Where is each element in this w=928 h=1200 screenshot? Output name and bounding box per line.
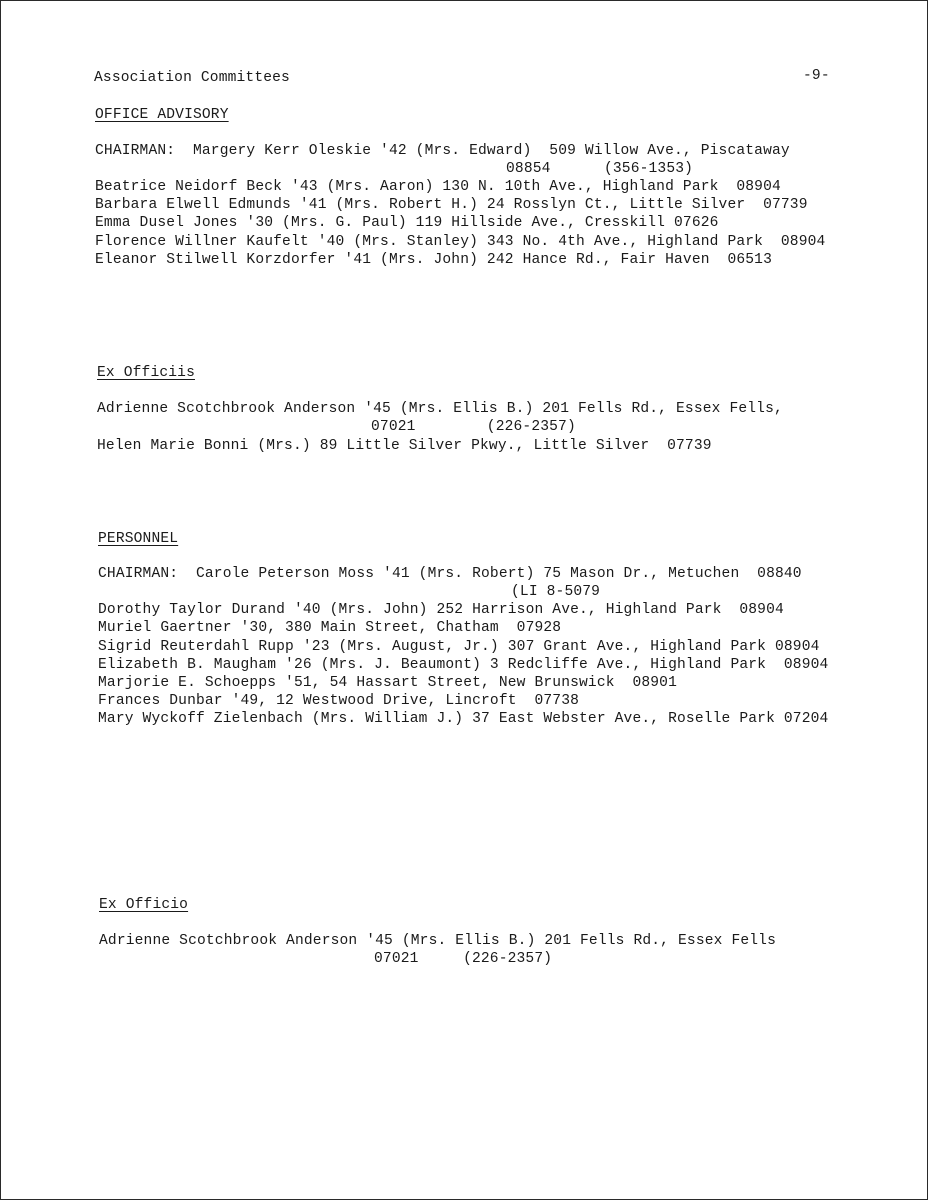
- section-heading-office-advisory: OFFICE ADVISORY: [95, 107, 229, 123]
- chairman-entry-continuation: 08854 (356-1353): [506, 161, 694, 177]
- section-heading-ex-officiis: Ex Officiis: [97, 365, 195, 381]
- member-entry: Sigrid Reuterdahl Rupp '23 (Mrs. August, Jr.) 307 Grant Ave., Highland Park 08904: [98, 639, 820, 655]
- member-entry: Helen Marie Bonni (Mrs.) 89 Little Silver Pkwy., Little Silver 07739: [97, 438, 712, 454]
- chairman-entry-continuation: (LI 8-5079: [511, 584, 601, 600]
- member-entry: Mary Wyckoff Zielenbach (Mrs. William J.) 37 East Webster Ave., Roselle Park 07204: [98, 711, 829, 727]
- member-entry: Elizabeth B. Maugham '26 (Mrs. J. Beaumont) 3 Redcliffe Ave., Highland Park 08904: [98, 657, 829, 673]
- member-entry: Marjorie E. Schoepps '51, 54 Hassart Street, New Brunswick 08901: [98, 675, 677, 691]
- member-entry: Florence Willner Kaufelt '40 (Mrs. Stanley) 343 No. 4th Ave., Highland Park 08904: [95, 234, 826, 250]
- member-entry: Beatrice Neidorf Beck '43 (Mrs. Aaron) 130 N. 10th Ave., Highland Park 08904: [95, 179, 781, 195]
- member-entry: Dorothy Taylor Durand '40 (Mrs. John) 252 Harrison Ave., Highland Park 08904: [98, 602, 784, 618]
- page-number: -9-: [803, 68, 830, 84]
- member-entry: Adrienne Scotchbrook Anderson '45 (Mrs. Ellis B.) 201 Fells Rd., Essex Fells: [99, 933, 776, 949]
- member-entry: Barbara Elwell Edmunds '41 (Mrs. Robert H.) 24 Rosslyn Ct., Little Silver 07739: [95, 197, 808, 213]
- document-title: Association Committees: [94, 70, 290, 86]
- chairman-entry: CHAIRMAN: Carole Peterson Moss '41 (Mrs. Robert) 75 Mason Dr., Metuchen 08840: [98, 566, 802, 582]
- section-heading-personnel: PERSONNEL: [98, 531, 179, 547]
- member-entry-continuation: 07021 (226-2357): [371, 419, 576, 435]
- member-entry: Adrienne Scotchbrook Anderson '45 (Mrs. Ellis B.) 201 Fells Rd., Essex Fells,: [97, 401, 783, 417]
- member-entry-continuation: 07021 (226-2357): [374, 951, 553, 967]
- member-entry: Muriel Gaertner '30, 380 Main Street, Chatham 07928: [98, 620, 562, 636]
- member-entry: Emma Dusel Jones '30 (Mrs. G. Paul) 119 Hillside Ave., Cresskill 07626: [95, 215, 719, 231]
- section-heading-ex-officio: Ex Officio: [99, 897, 189, 913]
- member-entry: Frances Dunbar '49, 12 Westwood Drive, Lincroft 07738: [98, 693, 580, 709]
- member-entry: Eleanor Stilwell Korzdorfer '41 (Mrs. John) 242 Hance Rd., Fair Haven 06513: [95, 252, 772, 268]
- chairman-entry: CHAIRMAN: Margery Kerr Oleskie '42 (Mrs. Edward) 509 Willow Ave., Piscataway: [95, 143, 790, 159]
